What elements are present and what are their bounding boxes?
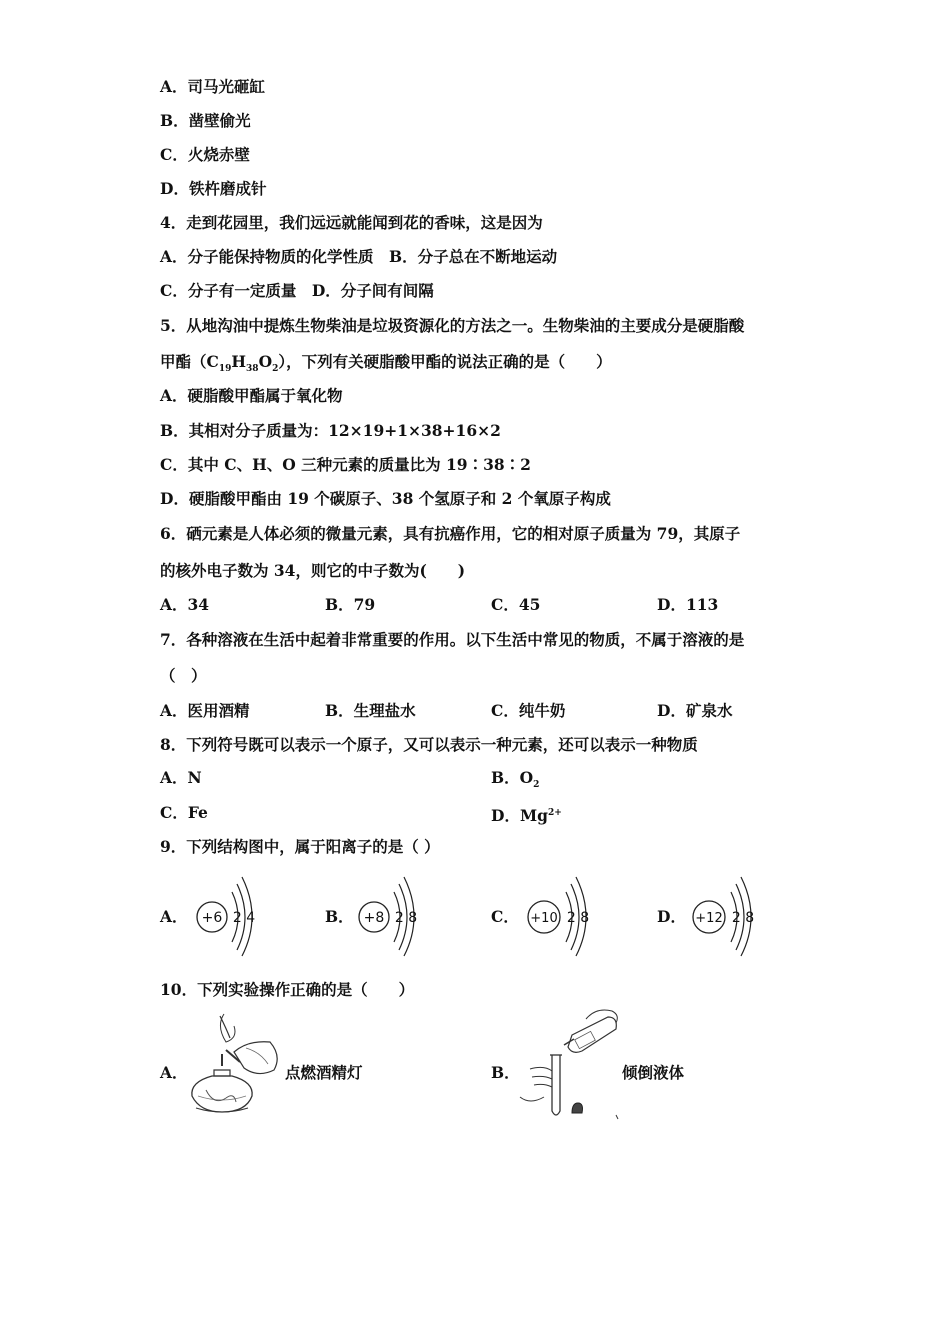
q9-option-b-label: B．: [325, 907, 354, 926]
q10-option-a-label: A．: [160, 1063, 188, 1082]
q8-option-b-sub: 2: [533, 780, 540, 791]
q8-option-a: A．N: [160, 768, 202, 787]
q9-c-shells: 2 8: [566, 910, 590, 926]
q5-sub-38: 38: [246, 364, 259, 375]
q3-option-b: B．凿壁偷光: [160, 111, 251, 130]
q6-option-a: A．34: [160, 595, 210, 614]
q3-option-c: C．火烧赤壁: [160, 145, 250, 164]
alcohol-lamp-lighting-figure: [186, 1012, 286, 1120]
q5-h: H: [231, 352, 247, 371]
q5-stem-line1: 5．从地沟油中提炼生物柴油是垃圾资源化的方法之一。生物柴油的主要成分是硬脂酸: [160, 316, 745, 335]
q9-b-shells: 2 8: [394, 910, 418, 926]
q5-sub-19: 19: [218, 364, 232, 375]
q7-option-c: C．纯牛奶: [491, 701, 566, 720]
q9-option-a-label: A．: [160, 907, 188, 926]
q8-option-c: C．Fe: [160, 803, 208, 822]
q9-d-shells: 2 8: [731, 910, 755, 926]
q5-stem-line2: [160, 352, 612, 379]
q4-options-row2: C．分子有一定质量 D．分子间有间隔: [160, 281, 434, 300]
q10-option-a-caption: 点燃酒精灯: [285, 1063, 363, 1082]
q7-option-a: A．医用酒精: [160, 701, 250, 720]
q8-option-b: [491, 768, 539, 795]
q6-stem-line1: 6．硒元素是人体必须的微量元素，具有抗癌作用，它的相对原子质量为 79，其原子: [160, 524, 741, 543]
q7-option-d: D．矿泉水: [657, 701, 733, 720]
q7-stem-line1: 7．各种溶液在生活中起着非常重要的作用。以下生活中常见的物质，不属于溶液的是: [160, 630, 745, 649]
q5-option-d: D．硬脂酸甲酯由 19 个碳原子、38 个氢原子和 2 个氧原子构成: [160, 489, 611, 508]
q8-stem: 8．下列符号既可以表示一个原子，又可以表示一种元素，还可以表示一种物质: [160, 735, 698, 754]
q5-stem-pre: 甲酯（C: [160, 352, 219, 371]
q6-stem-line2: 的核外电子数为 34，则它的中子数为( ): [160, 561, 466, 580]
q9-a-shells: 2 4: [232, 910, 256, 926]
q8-option-d: [491, 803, 562, 826]
q6-option-b: B．79: [325, 595, 376, 614]
q9-option-d-label: D．: [657, 907, 686, 926]
q8-option-d-sup: 2+: [547, 808, 562, 818]
q9-option-b-diagram: [355, 872, 430, 962]
q9-option-d-diagram: [689, 872, 769, 962]
q5-option-b: B．其相对分子质量为：12×19+1×38+16×2: [160, 421, 501, 440]
q10-option-b-caption: 倾倒液体: [622, 1063, 685, 1082]
q9-option-c-label: C．: [491, 907, 519, 926]
q9-a-nucleus: +6: [201, 910, 223, 926]
q4-stem: 4．走到花园里，我们远远就能闻到花的香味，这是因为: [160, 213, 543, 232]
q5-option-a: A．硬脂酸甲酯属于氧化物: [160, 386, 343, 405]
q4-options-row1: A．分子能保持物质的化学性质 B．分子总在不断地运动: [160, 247, 558, 266]
q9-option-c-diagram: [524, 872, 604, 962]
q7-stem-line2: （ ）: [160, 666, 207, 685]
pouring-liquid-figure: [516, 1005, 626, 1127]
q3-option-a: A．司马光砸缸: [160, 77, 266, 96]
q9-c-nucleus: +10: [530, 911, 558, 926]
q5-sub-2: 2: [272, 364, 279, 375]
q9-d-nucleus: +12: [695, 911, 723, 926]
q5-stem-post: ），下列有关硬脂酸甲酯的说法正确的是（ ）: [278, 352, 612, 371]
q7-option-b: B．生理盐水: [325, 701, 416, 720]
q6-option-c: C．45: [491, 595, 541, 614]
q5-o: O: [258, 352, 273, 371]
q9-option-a-diagram: [193, 872, 268, 962]
q8-option-d-text: D．Mg: [491, 806, 548, 826]
q6-option-d: D．113: [657, 595, 719, 614]
q3-option-d: D．铁杵磨成针: [160, 179, 267, 198]
q5-option-c: C．其中 C、H、O 三种元素的质量比为 19∶38∶2: [160, 455, 531, 474]
q10-stem: 10．下列实验操作正确的是（ ）: [160, 980, 415, 999]
q9-stem: 9．下列结构图中，属于阳离子的是（ ）: [160, 837, 440, 856]
q8-option-b-text: B．O: [491, 768, 534, 787]
q9-b-nucleus: +8: [363, 910, 385, 926]
q10-option-b-label: B．: [491, 1063, 520, 1082]
